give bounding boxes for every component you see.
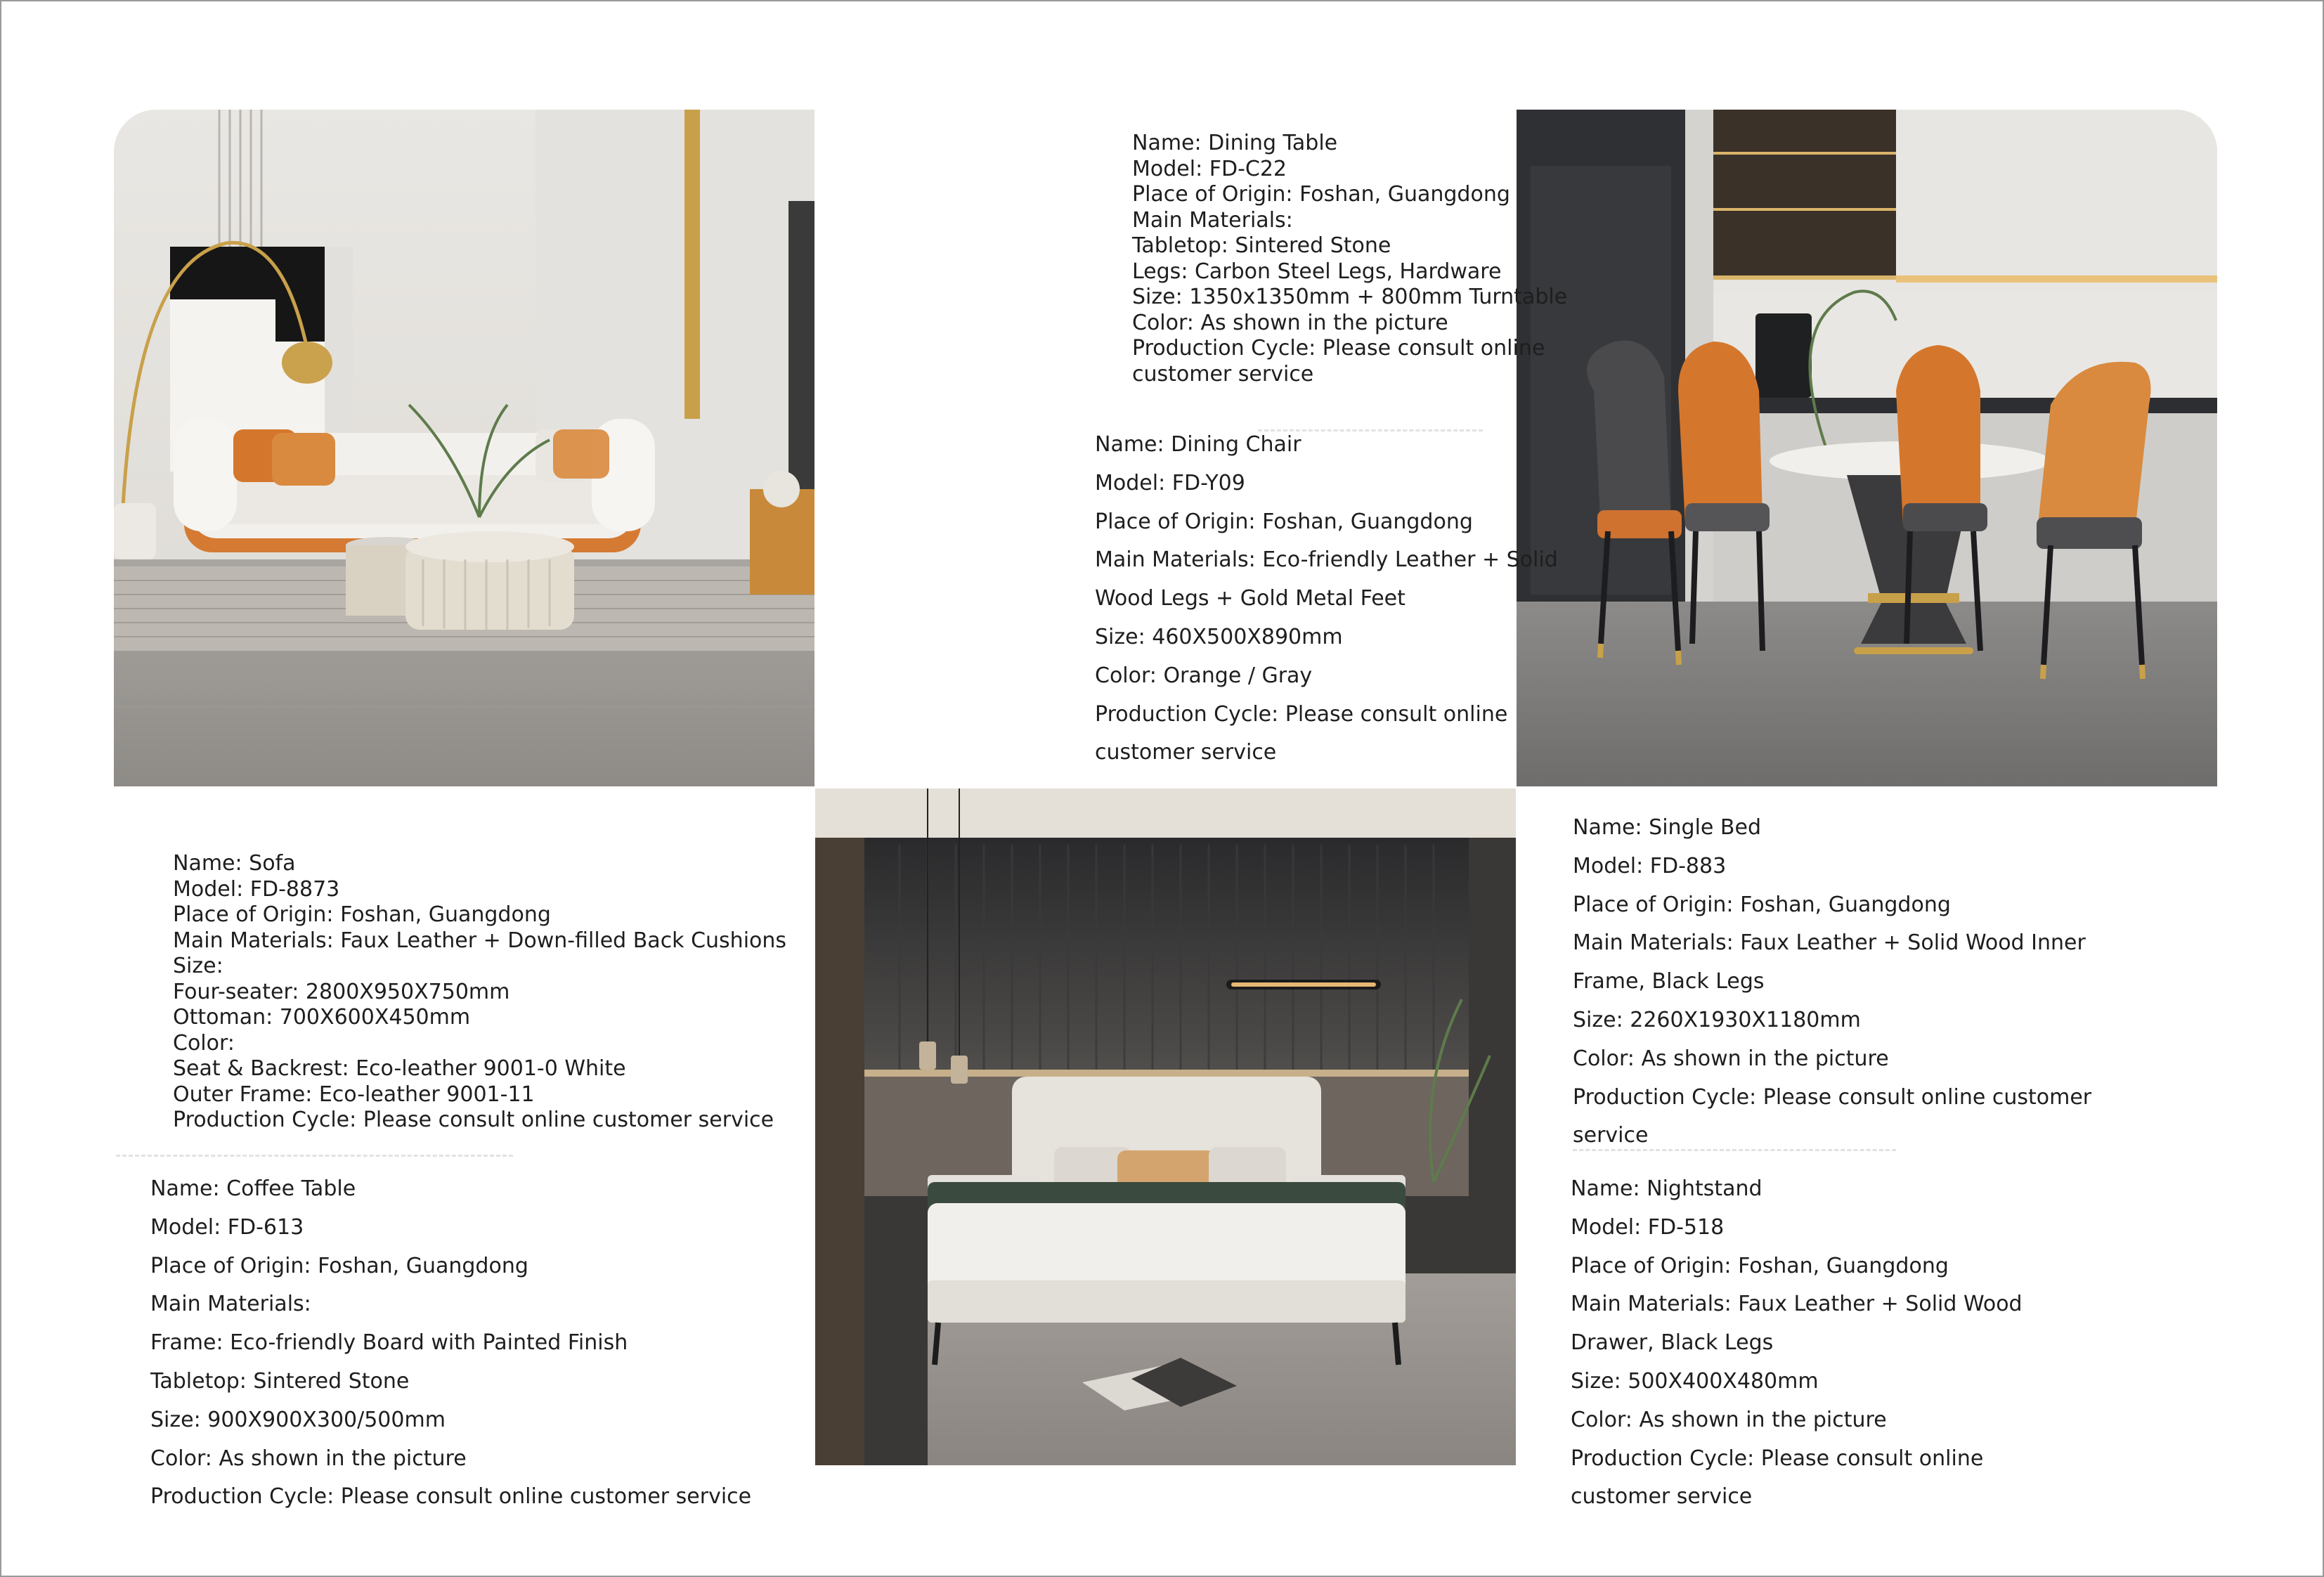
coffee-table-materials-label: Main Materials: bbox=[150, 1292, 311, 1317]
single-bed-origin: Place of Origin: Foshan, Guangdong bbox=[1573, 892, 1951, 917]
dining-table-tabletop: Tabletop: Sintered Stone bbox=[1132, 233, 1391, 258]
dining-chair-cycle-cont: customer service bbox=[1095, 740, 1277, 765]
nightstand-color: Color: As shown in the picture bbox=[1571, 1407, 1887, 1432]
coffee-table-origin: Place of Origin: Foshan, Guangdong bbox=[150, 1253, 528, 1278]
coffee-table-specs bbox=[150, 1170, 751, 1517]
single-bed-cycle-cont: service bbox=[1573, 1123, 1649, 1148]
nightstand-materials-cont: Drawer, Black Legs bbox=[1571, 1330, 1774, 1356]
dining-table-specs bbox=[1132, 131, 1567, 387]
single-bed-model: Model: FD-883 bbox=[1573, 853, 1727, 878]
sofa-color-seat: Seat & Backrest: Eco-leather 9001-0 White bbox=[173, 1056, 626, 1081]
sofa-specs bbox=[173, 851, 786, 1134]
dining-chair-origin: Place of Origin: Foshan, Guangdong bbox=[1095, 509, 1473, 534]
nightstand-size: Size: 500X400X480mm bbox=[1571, 1368, 1819, 1394]
dining-chair-color: Color: Orange / Gray bbox=[1095, 663, 1313, 688]
dining-table-materials-label: Main Materials: bbox=[1132, 207, 1293, 233]
sofa-name: Name: Sofa bbox=[173, 851, 296, 876]
dining-room-photo bbox=[1517, 110, 2217, 786]
sofa-model: Model: FD-8873 bbox=[173, 876, 340, 902]
single-bed-specs bbox=[1573, 809, 2091, 1155]
sofa-color-frame: Outer Frame: Eco-leather 9001-11 bbox=[173, 1082, 535, 1107]
coffee-table-tabletop: Tabletop: Sintered Stone bbox=[150, 1368, 410, 1394]
dining-table-model: Model: FD-C22 bbox=[1132, 156, 1287, 181]
coffee-table-size: Size: 900X900X300/500mm bbox=[150, 1407, 446, 1432]
dining-table-name: Name: Dining Table bbox=[1132, 131, 1338, 155]
dining-table-legs: Legs: Carbon Steel Legs, Hardware bbox=[1132, 259, 1502, 284]
section-divider bbox=[1573, 1149, 1896, 1151]
coffee-table-frame: Frame: Eco-friendly Board with Painted Finish bbox=[150, 1330, 628, 1356]
sofa-size-four-seater: Four-seater: 2800X950X750mm bbox=[173, 979, 510, 1004]
nightstand-origin: Place of Origin: Foshan, Guangdong bbox=[1571, 1253, 1949, 1278]
sofa-size-label: Size: bbox=[173, 954, 223, 978]
dining-chair-materials: Main Materials: Eco-friendly Leather + Solid bbox=[1095, 547, 1558, 573]
coffee-table-model: Model: FD-613 bbox=[150, 1214, 304, 1240]
nightstand-materials: Main Materials: Faux Leather + Solid Wood bbox=[1571, 1292, 2023, 1317]
sofa-origin: Place of Origin: Foshan, Guangdong bbox=[173, 902, 551, 927]
dining-chair-cycle: Production Cycle: Please consult online bbox=[1095, 701, 1508, 727]
section-divider bbox=[116, 1155, 513, 1157]
single-bed-color: Color: As shown in the picture bbox=[1573, 1046, 1889, 1071]
dining-chair-size: Size: 460X500X890mm bbox=[1095, 624, 1343, 649]
dining-table-origin: Place of Origin: Foshan, Guangdong bbox=[1132, 182, 1510, 207]
dining-chair-model: Model: FD-Y09 bbox=[1095, 470, 1245, 495]
dining-table-cycle-cont: customer service bbox=[1132, 361, 1314, 387]
bedroom-photo bbox=[815, 788, 1516, 1465]
single-bed-materials-cont: Frame, Black Legs bbox=[1573, 969, 1765, 994]
dining-table-size: Size: 1350x1350mm + 800mm Turntable bbox=[1132, 285, 1568, 309]
dining-table-cycle: Production Cycle: Please consult online bbox=[1132, 336, 1545, 361]
dining-table-color: Color: As shown in the picture bbox=[1132, 310, 1448, 335]
dining-chair-name: Name: Dining Chair bbox=[1095, 432, 1301, 457]
dining-chair-specs bbox=[1095, 426, 1558, 772]
coffee-table-cycle: Production Cycle: Please consult online customer service bbox=[150, 1484, 752, 1510]
sofa-cycle: Production Cycle: Please consult online customer service bbox=[173, 1108, 774, 1132]
coffee-table-name: Name: Coffee Table bbox=[150, 1176, 356, 1201]
dining-chair-materials-cont: Wood Legs + Gold Metal Feet bbox=[1095, 586, 1406, 611]
single-bed-materials: Main Materials: Faux Leather + Solid Wood Inner bbox=[1573, 930, 2086, 956]
single-bed-cycle: Production Cycle: Please consult online customer bbox=[1573, 1084, 2092, 1110]
nightstand-model: Model: FD-518 bbox=[1571, 1214, 1725, 1240]
single-bed-name: Name: Single Bed bbox=[1573, 815, 1761, 840]
sofa-materials: Main Materials: Faux Leather + Down-filled Back Cushions bbox=[173, 928, 787, 953]
sofa-size-ottoman: Ottoman: 700X600X450mm bbox=[173, 1005, 471, 1030]
nightstand-specs bbox=[1571, 1170, 2023, 1517]
nightstand-name: Name: Nightstand bbox=[1571, 1176, 1763, 1201]
nightstand-cycle-cont: customer service bbox=[1571, 1484, 1753, 1510]
nightstand-cycle: Production Cycle: Please consult online bbox=[1571, 1446, 1984, 1471]
coffee-table-color: Color: As shown in the picture bbox=[150, 1446, 467, 1471]
single-bed-size: Size: 2260X1930X1180mm bbox=[1573, 1007, 1861, 1032]
living-room-photo bbox=[114, 110, 814, 786]
sofa-color-label: Color: bbox=[173, 1030, 235, 1056]
